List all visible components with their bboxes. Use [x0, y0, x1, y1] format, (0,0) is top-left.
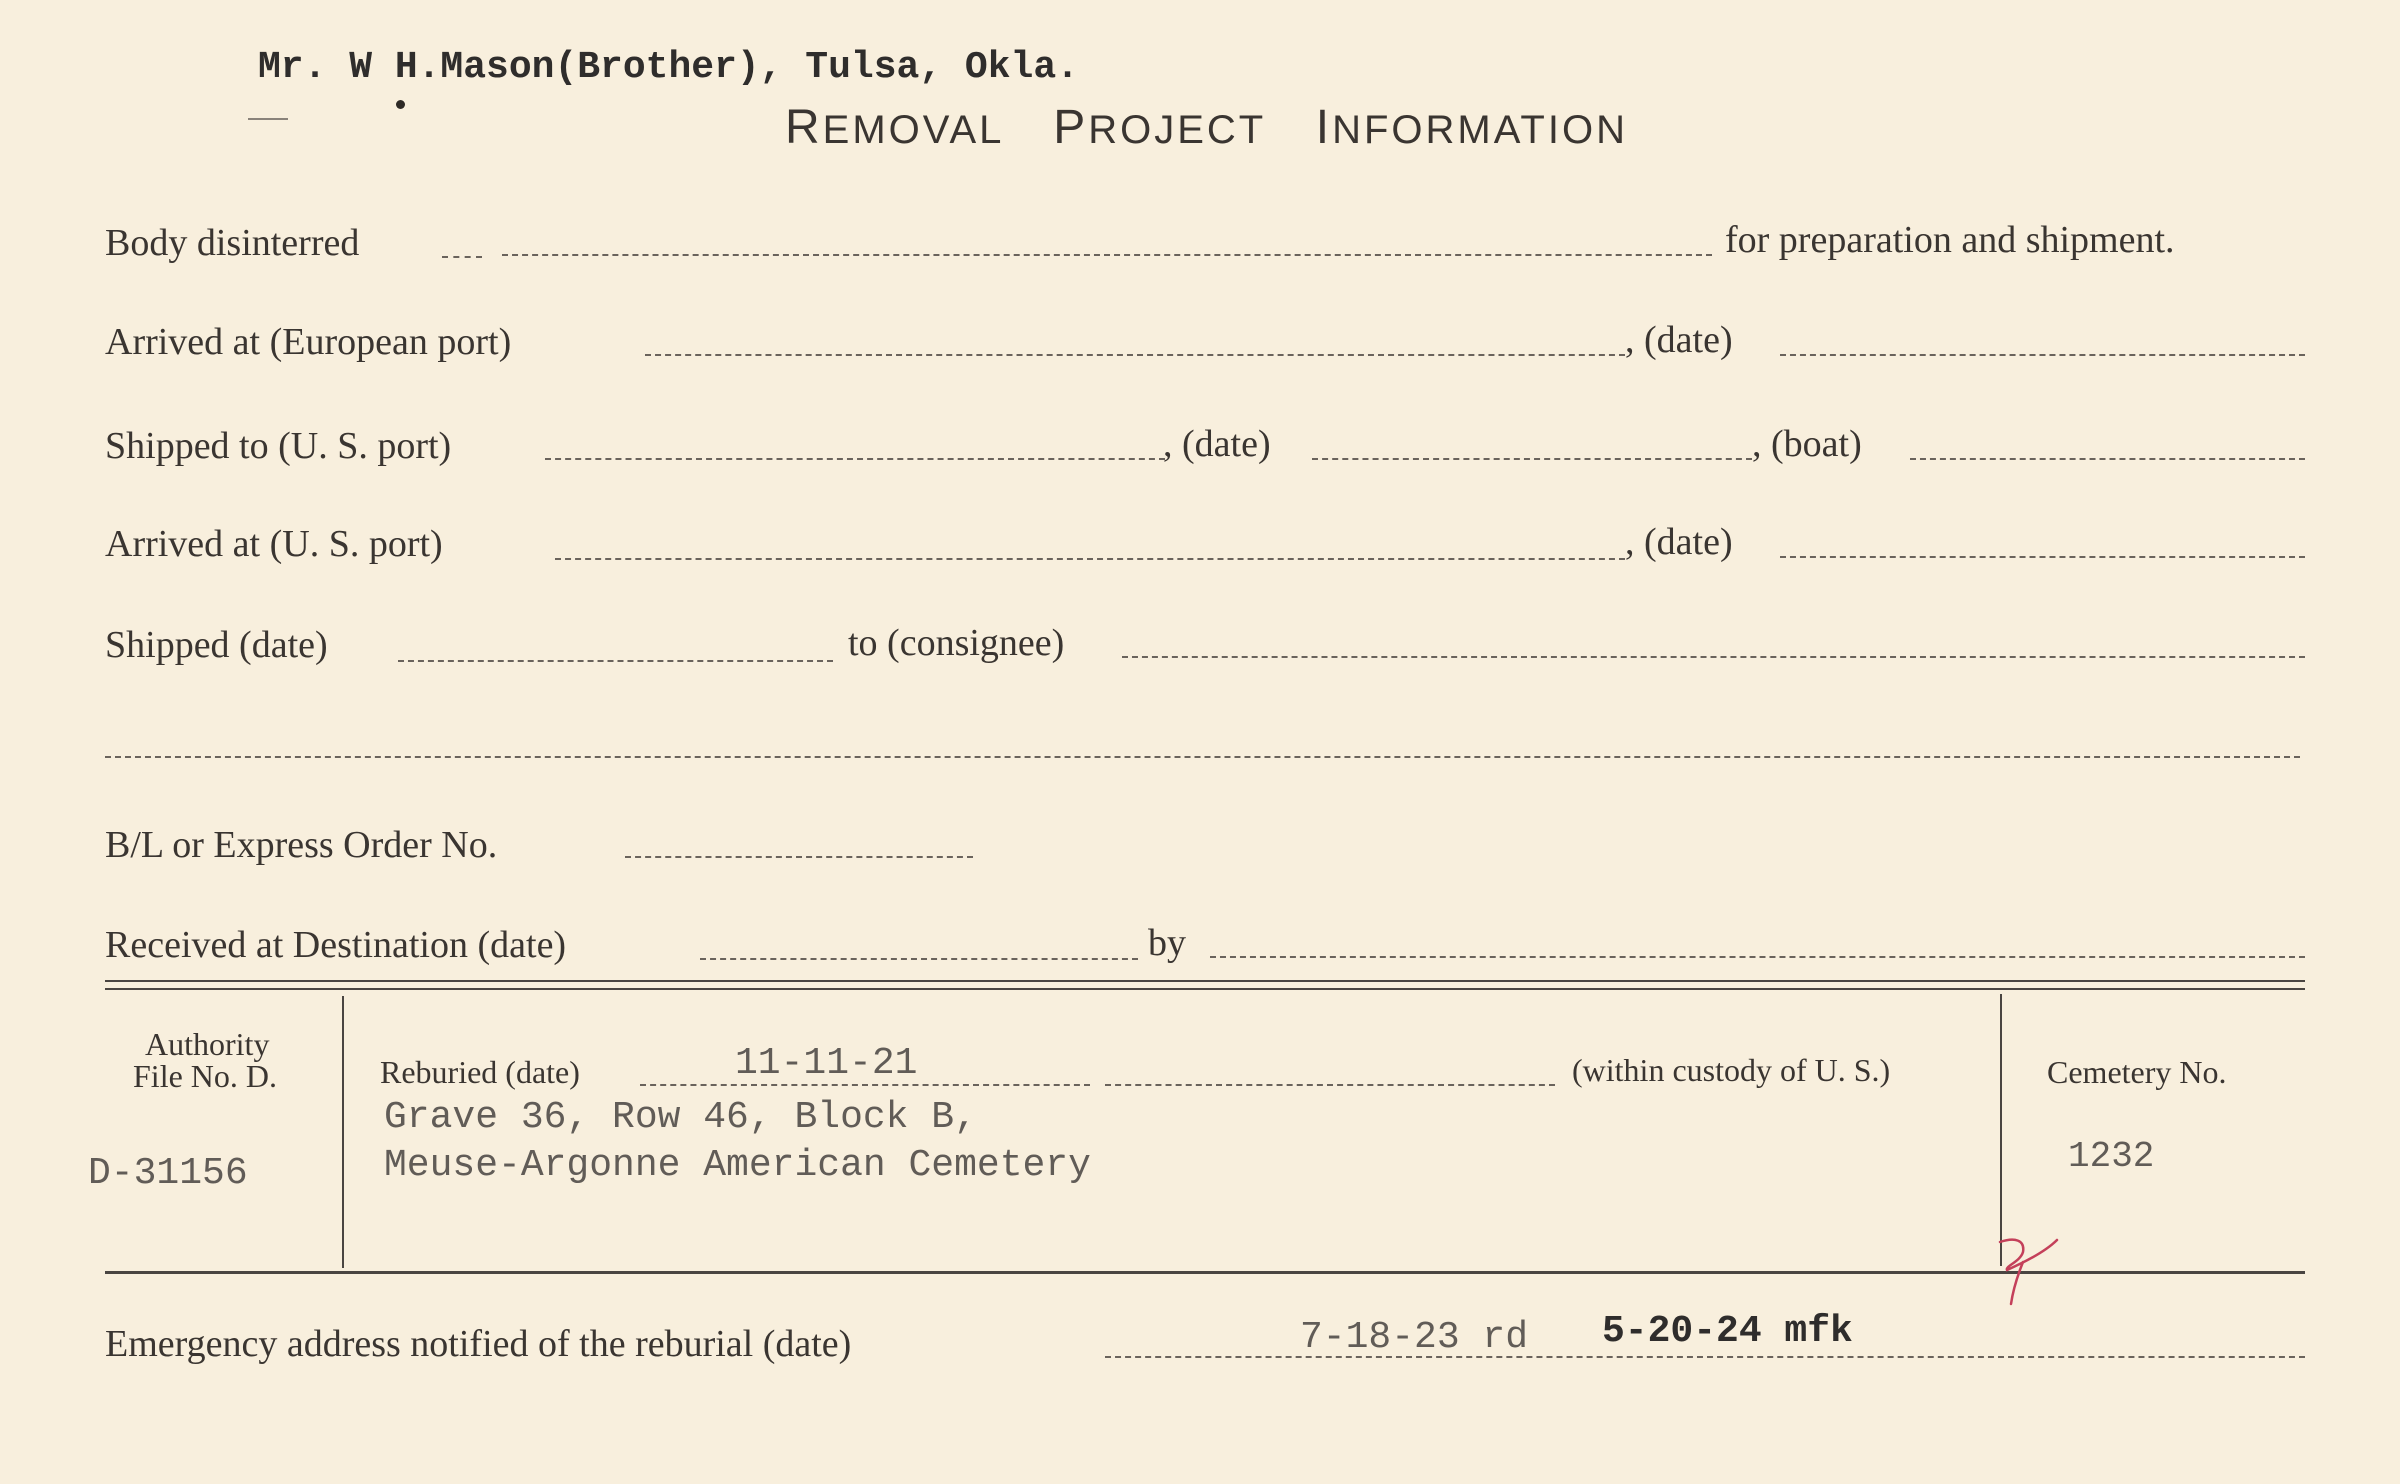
box-top-rule-2	[105, 988, 2305, 990]
red-pencil-check-icon	[1995, 1232, 2065, 1312]
title-word-project: PROJECT	[1053, 101, 1266, 154]
arrived-european-date-blank	[1780, 354, 2305, 356]
received-by-blank	[1210, 956, 2305, 958]
shipped-to-us-label: Shipped to (U. S. port)	[105, 425, 452, 467]
custody-label: (within custody of U. S.)	[1572, 1052, 1891, 1088]
box-bottom-rule	[105, 1271, 2305, 1274]
shipped-to-us-blank	[545, 458, 1165, 460]
box-top-rule	[105, 980, 2305, 982]
boat-blank	[1910, 458, 2305, 460]
arrived-us-date-label: , (date)	[1625, 521, 1733, 563]
shipped-date-blank	[1312, 458, 1752, 460]
addressee-line: Mr. W H.Mason(Brother), Tulsa, Okla.	[258, 46, 1079, 89]
grave-location-line-2: Meuse-Argonne American Cemetery	[384, 1144, 1091, 1187]
file-number-value: D-31156	[88, 1152, 248, 1195]
bl-order-blank	[625, 856, 973, 858]
received-destination-blank	[700, 958, 1138, 960]
arrived-european-blank	[645, 354, 1625, 356]
grave-location-line-1: Grave 36, Row 46, Block B,	[384, 1096, 977, 1139]
cemetery-number-value: 1232	[2068, 1136, 2155, 1177]
shipped-date-row-blank	[398, 660, 833, 662]
body-disinterred-blank-2	[502, 254, 1712, 256]
title-word-information: INFORMATION	[1315, 101, 1628, 154]
shipped-date-row-label: Shipped (date)	[105, 624, 328, 666]
cemetery-no-label: Cemetery No.	[2047, 1054, 2227, 1090]
boat-label: , (boat)	[1752, 423, 1862, 465]
for-preparation-label: for preparation and shipment.	[1725, 219, 2175, 261]
reburied-date-blank	[640, 1084, 1090, 1086]
body-disinterred-blank	[442, 256, 482, 258]
reburied-date-label: Reburied (date)	[380, 1054, 580, 1090]
stray-mark	[248, 118, 288, 120]
page-title	[785, 100, 1628, 155]
bl-order-label: B/L or Express Order No.	[105, 824, 498, 866]
consignee-blank	[1122, 656, 2305, 658]
arrived-us-label: Arrived at (U. S. port)	[105, 523, 443, 565]
box-divider-left	[342, 996, 344, 1268]
body-disinterred-label: Body disinterred	[105, 222, 360, 264]
consignee-label: to (consignee)	[848, 622, 1065, 664]
arrived-european-date-label: , (date)	[1625, 319, 1733, 361]
title-word-removal: REMOVAL	[785, 101, 1003, 154]
reburied-date-value: 11-11-21	[735, 1042, 918, 1085]
authority-label: Authority	[145, 1026, 270, 1062]
emergency-date-2: 5-20-24 mfk	[1602, 1310, 1853, 1353]
arrived-us-date-blank	[1780, 556, 2305, 558]
emergency-notified-label: Emergency address notified of the reburial (date)	[105, 1323, 852, 1365]
received-by-label: by	[1148, 922, 1186, 964]
emergency-date-1: 7-18-23 rd	[1300, 1316, 1529, 1359]
arrived-european-label: Arrived at (European port)	[105, 321, 512, 363]
arrived-us-blank	[555, 558, 1625, 560]
file-no-label: File No. D.	[133, 1058, 277, 1094]
shipped-date-label: , (date)	[1163, 423, 1271, 465]
received-destination-label: Received at Destination (date)	[105, 924, 567, 966]
box-divider-right	[2000, 994, 2002, 1266]
ink-dot	[396, 100, 405, 109]
emergency-date-blank	[1105, 1356, 2305, 1358]
reburied-date-blank-2	[1105, 1084, 1555, 1086]
consignee-continuation-blank	[105, 756, 2300, 758]
